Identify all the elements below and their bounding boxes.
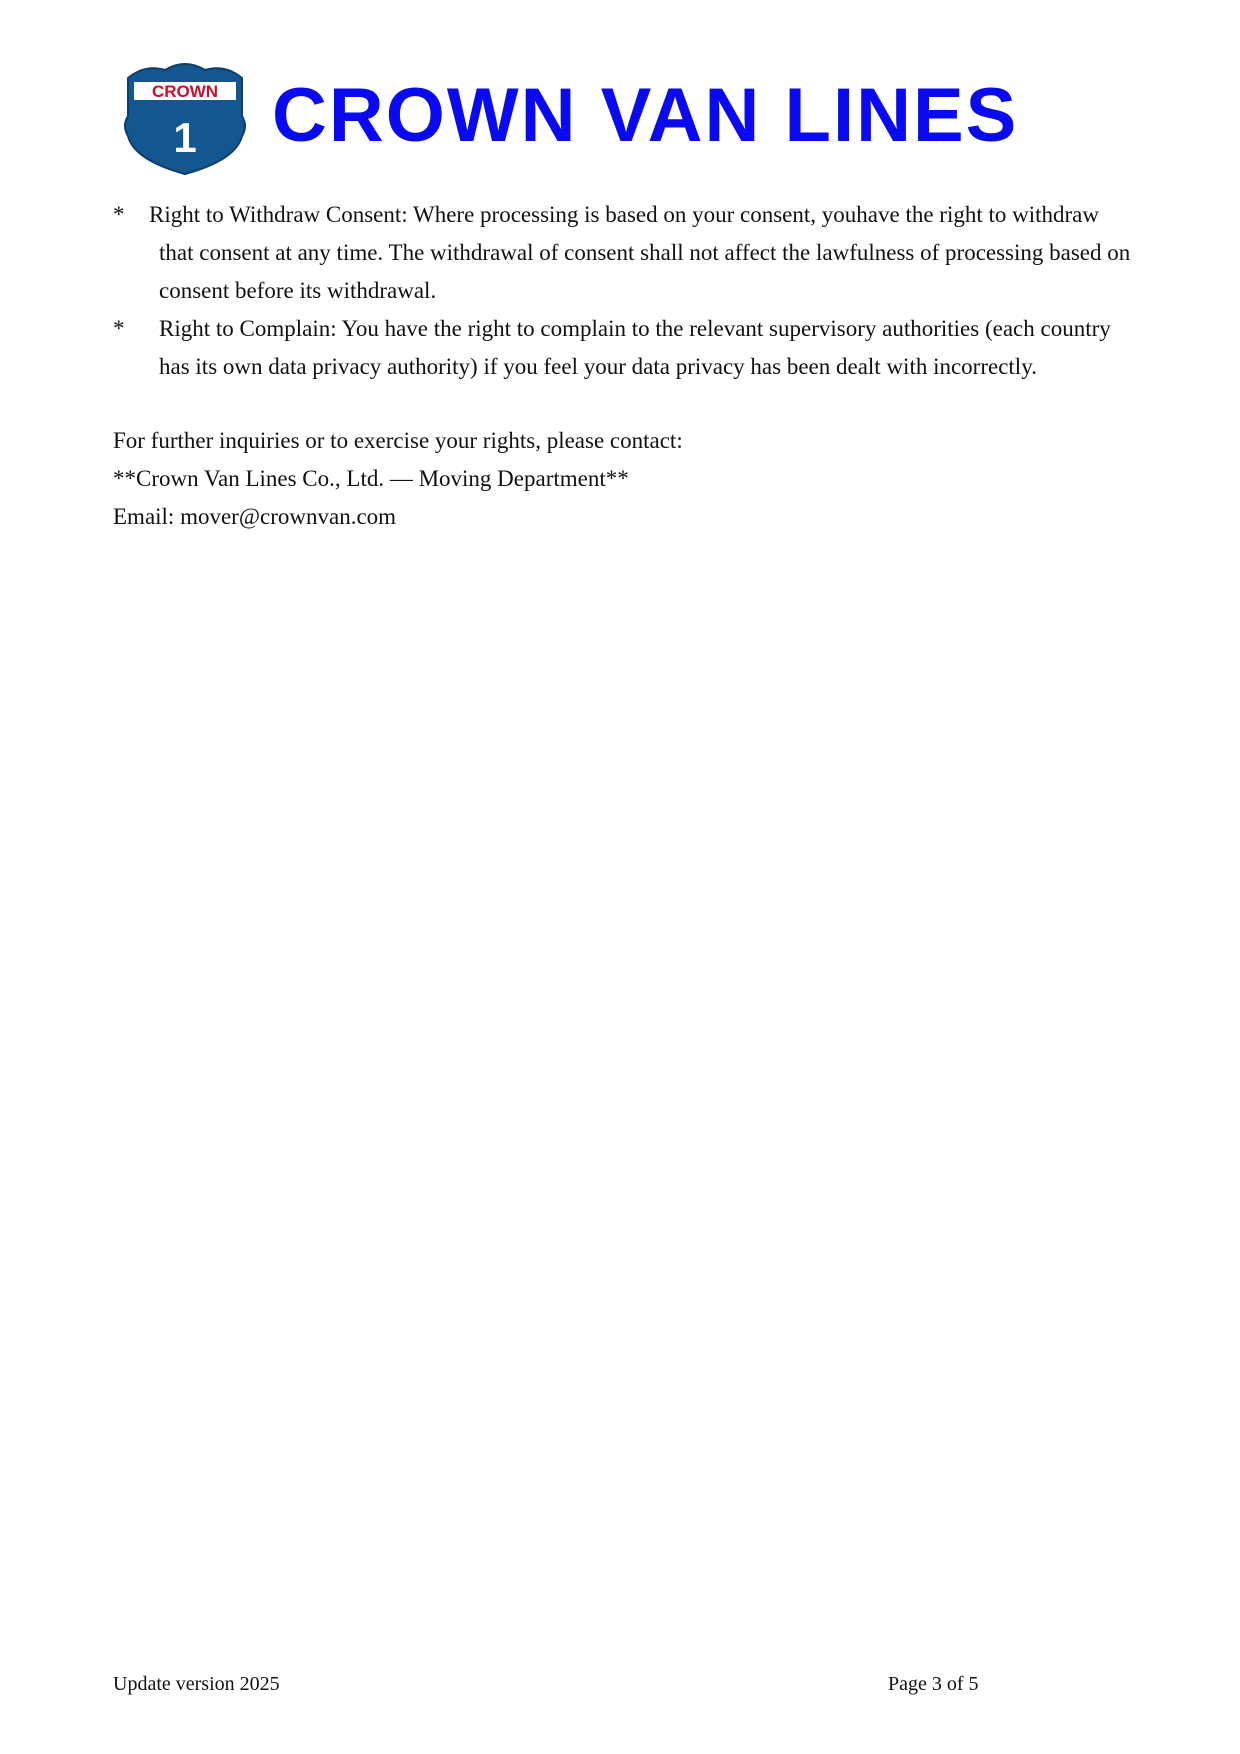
right-withdraw-consent — [113, 196, 1133, 310]
page-header — [120, 56, 1018, 176]
logo-word: CROWN — [151, 82, 219, 101]
right-to-complain — [113, 310, 1133, 386]
contact-block — [113, 422, 1133, 536]
document-body — [113, 196, 1133, 536]
bullet-continuation: has its own data privacy authority) if you feel your data privacy has been dealt with incorrectly. — [159, 354, 1037, 379]
brand-name: CROWN VAN LINES — [272, 73, 1019, 158]
logo-number: 1 — [173, 114, 197, 161]
bullet-first-line: Right to Withdraw Consent: Where processing is based on your consent, youhave the right to withdraw — [149, 202, 1099, 227]
bullet-marker: * — [113, 316, 125, 341]
bullet-marker: * — [113, 202, 125, 227]
contact-company: **Crown Van Lines Co., Ltd. — Moving Department** — [113, 466, 629, 491]
footer-version: Update version 2025 — [113, 1673, 280, 1695]
footer-page-number: Page 3 of 5 — [888, 1673, 979, 1695]
bullet-first-line: Right to Complain: You have the right to complain to the relevant supervisory authorities (each country — [159, 316, 1111, 341]
contact-intro: For further inquiries or to exercise your rights, please contact: — [113, 428, 683, 453]
contact-email: Email: mover@crownvan.com — [113, 504, 397, 529]
bullet-continuation: that consent at any time. The withdrawal of consent shall not affect the lawfulness of processing based on consent before its withdrawal. — [159, 240, 1131, 303]
crown-1-shield-logo — [120, 56, 250, 176]
